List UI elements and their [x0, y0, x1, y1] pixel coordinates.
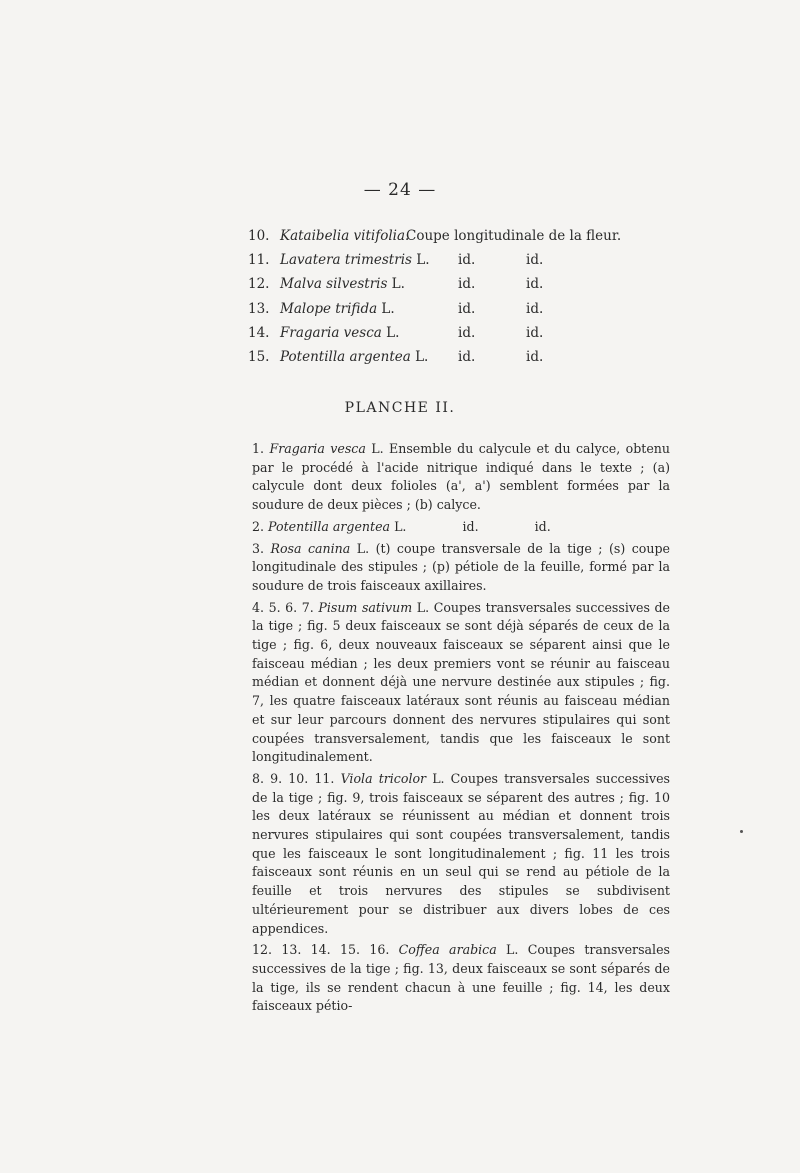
- section-heading: PLANCHE II.: [344, 400, 456, 416]
- list-item: 13. Malope trifida L. id. id.: [248, 300, 544, 317]
- page-number: — 24 —: [363, 180, 437, 200]
- plate-entry: 1. Fragaria vesca L. Ensemble du calycule et du calyce, obtenu par le procédé à l'acide nitrique indiqué dans le texte ; (a) calycule dont deux folioles (a', a') semblent formées par la soudure de deux pièces ; (b) calyce.: [252, 441, 670, 513]
- species-name: Malva silvestris: [280, 276, 388, 293]
- species-name: Viola tricolor: [340, 770, 427, 786]
- species-name: Kataibelia vitifolia.: [280, 228, 410, 244]
- plate-entry: 8. 9. 10. 11. Viola tricolor L. Coupes transversales successives de la tige ; fig. 9, trois faisceaux se séparent des autres ; fig. 10 les deux latéraux se réunissent au médian et donnent trois nervures stipulaires qui sont coupées transversalement, tandis que les faisceaux le sont longitudinalement ; fig. 11 les trois faisceaux sont réunis en un seul qui se rend au pétiole de la feuille et trois nervures des stipules se subdivisent ultérieurement pour se distribuer aux divers lobes de ces appendices.: [252, 770, 670, 936]
- plate-entry: 2. Potentilla argentea L. id. id.: [252, 518, 551, 534]
- species-name: Malope trifida: [280, 300, 378, 317]
- plate-entries: [252, 440, 670, 1019]
- species-name: Pisum sativum: [318, 599, 413, 615]
- list-item: 11. Lavatera trimestris L. id. id.: [248, 252, 544, 269]
- species-name: Potentilla argentea: [280, 348, 411, 365]
- plate-entry: 4. 5. 6. 7. Pisum sativum L. Coupes transversales successives de la tige ; fig. 5 deux faisceaux se sont déjà séparés de ceux de la tige ; fig. 6, deux nouveaux faisceaux se séparent ainsi que le faisceau médian ; les deux premiers vont se réunir au faisceau médian et donnent déjà une nervure destinée aux stipules ; fig. 7, les quatre faisceaux latéraux sont réunis au faisceau médian et sur leur parcours donnent des nervures stipulaires qui sont coupées transversalement, tandis que les faisceaux le sont longitudinalement.: [252, 599, 671, 765]
- species-name: Rosa canina: [270, 540, 351, 556]
- list-item: 12. Malva silvestris L. id. id.: [248, 276, 544, 293]
- list-item: 15. Potentilla argentea L. id. id.: [248, 348, 544, 365]
- list-item: 10. Kataibelia vitifolia. Coupe longitudinale de la fleur.: [248, 224, 688, 248]
- plate-entry: 12. 13. 14. 15. 16. Coffea arabica L. Coupes transversales successives de la tige ; fig. 13, deux faisceaux se sont séparés de la tige, ils se rendent chacun à une feuille ; fig. 14, les deux faisceaux pétio-: [252, 942, 670, 1014]
- ink-speck: [740, 830, 743, 833]
- plate-entry: 3. Rosa canina L. (t) coupe transversale de la tige ; (s) coupe longitudinale des stipules ; (p) pétiole de la feuille, formé par la soudure de trois faisceaux axillaires.: [252, 540, 670, 593]
- species-name: Fragaria vesca: [269, 441, 366, 456]
- list-item: 14. Fragaria vesca L. id. id.: [248, 324, 544, 341]
- figure-list: [248, 224, 688, 369]
- species-name: Potentilla argentea: [268, 518, 391, 534]
- species-name: Lavatera trimestris: [280, 252, 412, 269]
- species-name: Fragaria vesca: [280, 324, 382, 341]
- species-name: Coffea arabica: [398, 942, 497, 958]
